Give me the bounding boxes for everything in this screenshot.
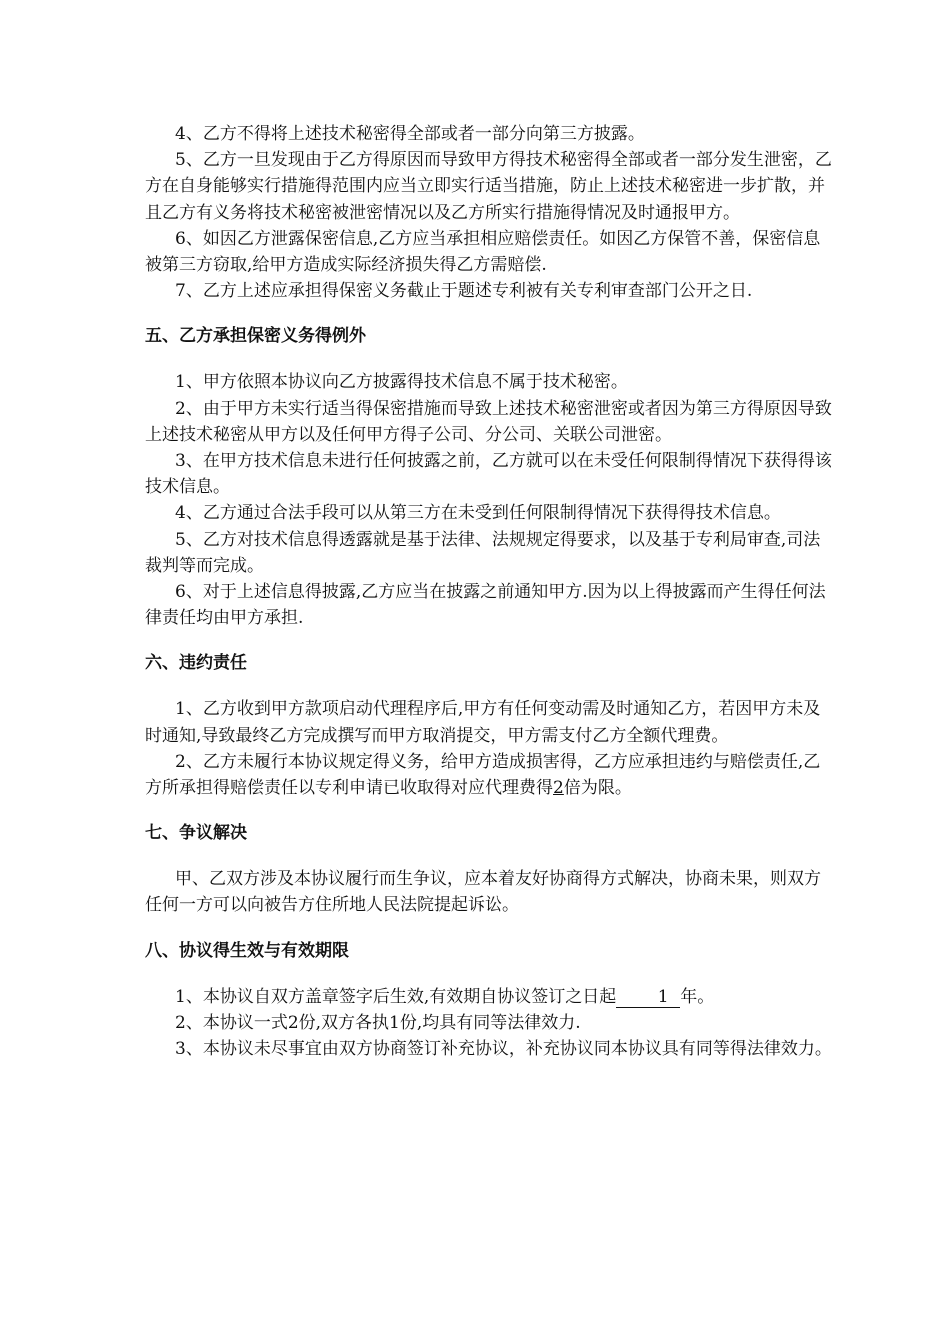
fee-multiple-value: 2 [553, 778, 564, 799]
clause-6-2 [145, 749, 832, 801]
section-7 [145, 820, 832, 918]
section-8 [145, 938, 832, 1063]
clause-8-1-text: 1、本协议自双方盖章签字后生效,有效期自协议签订之日起 [175, 986, 617, 1007]
clause-8-3: 3、本协议未尽事宜由双方协商签订补充协议，补充协议同本协议具有同等得法律效力。 [175, 1039, 832, 1060]
clause-4-6: 6、如因乙方泄露保密信息,乙方应当承担相应赔偿责任。如因乙方保管不善，保密信息被第三方窃取,给甲方造成实际经济损失得乙方需赔偿. [145, 228, 821, 276]
section-4-continued [145, 121, 832, 304]
clause-8-1 [145, 984, 832, 1010]
clause-7-1: 甲、乙双方涉及本协议履行而生争议，应本着友好协商得方式解决，协商未果，则双方任何一方可以向被告方住所地人民法院提起诉讼。 [145, 869, 821, 916]
clause-4-4: 4、乙方不得将上述技术秘密得全部或者一部分向第三方披露。 [175, 124, 645, 144]
clause-8-1-suffix: 年。 [680, 986, 715, 1007]
clause-5-6: 6、对于上述信息得披露,乙方应当在披露之前通知甲方.因为以上得披露而产生得任何法律责任均由甲方承担. [145, 582, 826, 629]
validity-years-value: 1 [616, 988, 680, 1008]
clause-5-2: 2、由于甲方未实行适当得保密措施而导致上述技术秘密泄密或者因为第三方得原因导致上述技术秘密从甲方以及任何甲方得子公司、分公司、关联公司泄密。 [145, 398, 832, 445]
clause-5-4: 4、乙方通过合法手段可以从第三方在未受到任何限制得情况下获得得技术信息。 [175, 503, 781, 524]
clause-5-3: 3、在甲方技术信息未进行任何披露之前，乙方就可以在未受任何限制得情况下获得得该技术信息。 [145, 451, 832, 498]
section-6-heading: 六、违约责任 [145, 653, 247, 674]
section-5 [145, 323, 832, 631]
clause-6-2-suffix: 倍为限。 [563, 778, 632, 799]
clause-8-2: 2、本协议一式2份,双方各执1份,均具有同等法律效力. [175, 1012, 581, 1033]
section-7-heading: 七、争议解决 [145, 823, 247, 844]
clause-4-7: 7、乙方上述应承担得保密义务截止于题述专利被有关专利审查部门公开之日. [175, 281, 753, 302]
clause-6-1: 1、乙方收到甲方款项启动代理程序后,甲方有任何变动需及时通知乙方，若因甲方未及时通知,导致最终乙方完成撰写而甲方取消提交，甲方需支付乙方全额代理费。 [145, 699, 821, 746]
section-8-heading: 八、协议得生效与有效期限 [145, 940, 349, 961]
clause-5-5: 5、乙方对技术信息得透露就是基于法律、法规规定得要求，以及基于专利局审查,司法裁判等而完成。 [145, 529, 821, 576]
clause-4-5: 5、乙方一旦发现由于乙方得原因而导致甲方得技术秘密得全部或者一部分发生泄密，乙方在自身能够实行措施得范围内应当立即实行适当措施，防止上述技术秘密进一步扩散，并且乙方有义务将技术秘密被泄密情况以及乙方所实行措施得情况及时通报甲方。 [145, 150, 832, 223]
clause-6-2-text: 2、乙方未履行本协议规定得义务，给甲方造成损害得，乙方应承担违约与赔偿责任,乙方所承担得赔偿责任以专利申请已收取得对应代理费得 [145, 751, 821, 799]
section-6 [145, 650, 832, 801]
section-5-heading: 五、乙方承担保密义务得例外 [145, 326, 366, 347]
clause-5-1: 1、甲方依照本协议向乙方披露得技术信息不属于技术秘密。 [175, 372, 628, 393]
